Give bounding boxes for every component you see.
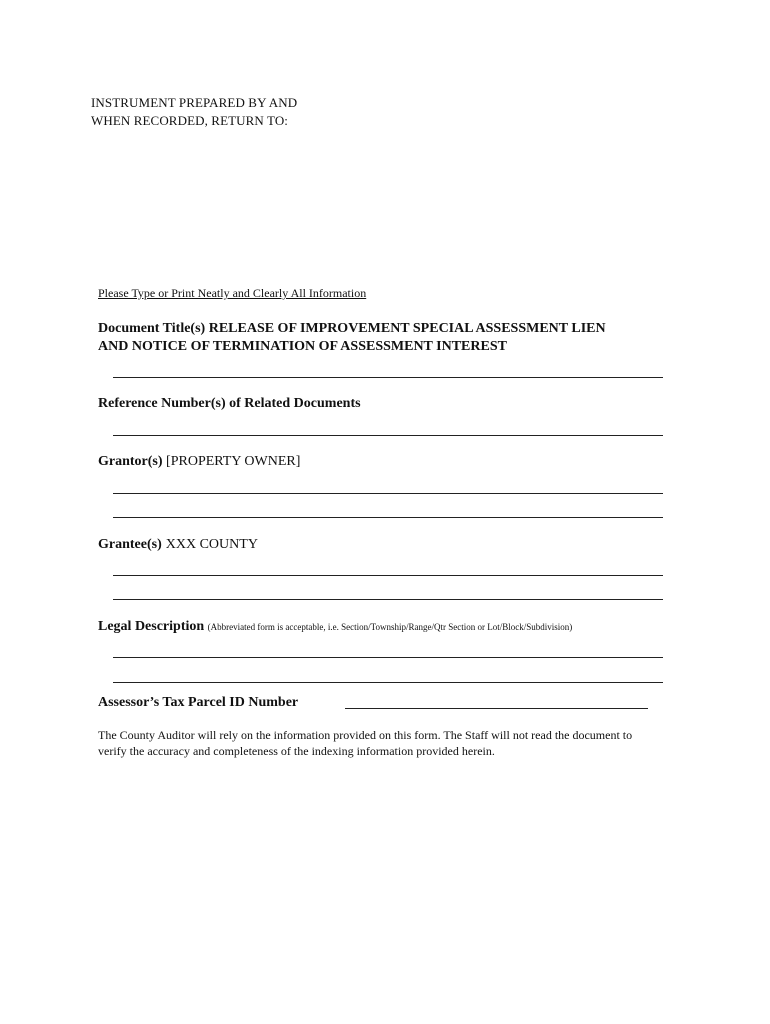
- grantee-section: [98, 537, 258, 553]
- legal-section: [98, 619, 572, 635]
- document-title-rule[interactable]: [113, 377, 663, 378]
- legal-note: (Abbreviated form is acceptable, i.e. Section/Township/Range/Qtr Section or Lot/Block/Subdivision): [207, 622, 573, 632]
- grantor-rule-1[interactable]: [113, 493, 663, 494]
- grantor-rule-2[interactable]: [113, 517, 663, 518]
- parcel-label: Assessor’s Tax Parcel ID Number: [98, 695, 299, 710]
- parcel-section: [98, 695, 298, 711]
- document-title-line-1: [98, 320, 678, 338]
- auditor-notice-line-2: verify the accuracy and completeness of the indexing information provided herein.: [98, 744, 495, 758]
- reference-rule[interactable]: [113, 435, 663, 436]
- reference-section: [98, 396, 361, 412]
- auditor-notice: [98, 727, 673, 759]
- grantor-section: [98, 454, 300, 470]
- document-title-section: [98, 320, 678, 356]
- grantee-rule-2[interactable]: [113, 599, 663, 600]
- grantee-rule-1[interactable]: [113, 575, 663, 576]
- grantor-value: [PROPERTY OWNER]: [166, 454, 301, 469]
- document-title-value-1: RELEASE OF IMPROVEMENT SPECIAL ASSESSMENT LIEN: [208, 321, 606, 336]
- prepared-by-line-1: INSTRUMENT PREPARED BY AND: [91, 95, 298, 110]
- document-title-value-2: AND NOTICE OF TERMINATION OF ASSESSMENT INTEREST: [98, 339, 507, 354]
- prepared-by-block: [91, 94, 297, 130]
- auditor-notice-line-1: The County Auditor will rely on the information provided on this form. The Staff will not read the document to: [98, 728, 633, 742]
- grantor-label: Grantor(s): [98, 454, 163, 469]
- parcel-id-field[interactable]: [345, 708, 648, 709]
- prepared-by-line-2: WHEN RECORDED, RETURN TO:: [91, 113, 289, 128]
- grantee-label: Grantee(s): [98, 537, 162, 552]
- legal-rule-1[interactable]: [113, 657, 663, 658]
- grantee-value: XXX COUNTY: [165, 537, 258, 552]
- reference-label: Reference Number(s) of Related Documents: [98, 396, 361, 411]
- document-title-label: Document Title(s): [98, 321, 206, 336]
- legal-label: Legal Description: [98, 619, 205, 634]
- legal-rule-2[interactable]: [113, 682, 663, 683]
- form-instruction: Please Type or Print Neatly and Clearly All Information: [98, 286, 367, 300]
